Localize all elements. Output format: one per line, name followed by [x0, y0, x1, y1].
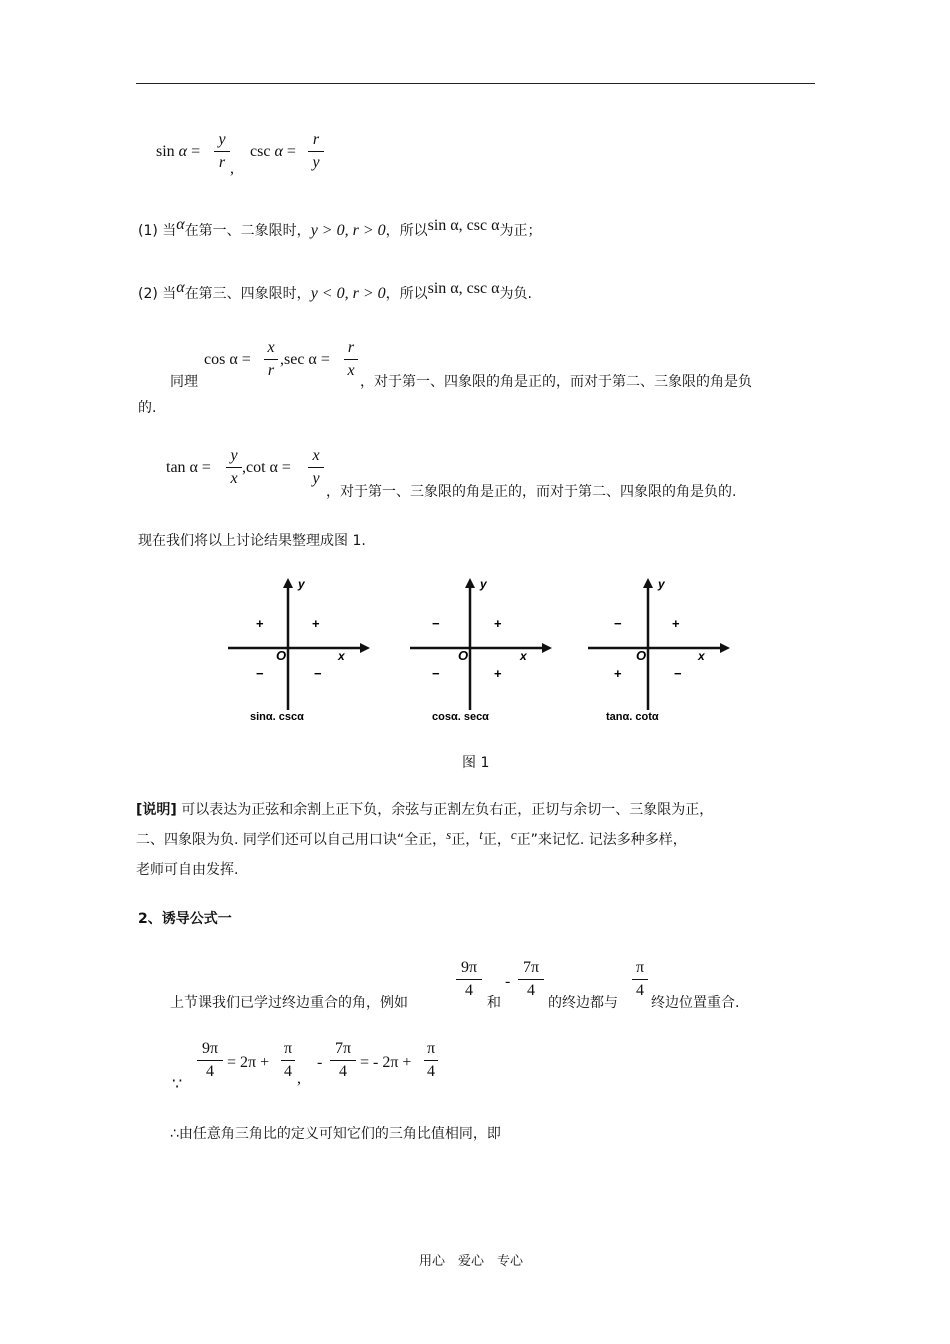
quadrant-2-sign: −: [614, 616, 622, 631]
tongli-label: 同理: [170, 374, 198, 390]
quadrant-3-sign: +: [614, 666, 622, 681]
fraction-x-over-y: x y: [308, 447, 324, 488]
quadrant-1-sign: +: [672, 616, 680, 631]
fraction-9pi-4: 9π 4: [456, 959, 482, 1000]
fraction-pi-4-b: π 4: [281, 1040, 295, 1081]
and-word: 和: [487, 995, 501, 1011]
panel-label: sinα. cscα: [250, 711, 304, 723]
y-axis-label: y: [298, 577, 305, 591]
y-axis-label: y: [658, 577, 665, 591]
rhs-1: = 2π +: [227, 1054, 270, 1071]
sign-figure: [210, 570, 730, 730]
sec-label: ,sec α =: [280, 351, 330, 368]
x-axis-label: x: [698, 649, 705, 663]
fraction-pi-4-c: π 4: [424, 1040, 438, 1081]
quadrant-4-sign: −: [314, 666, 322, 681]
quadrant-1-sign: +: [312, 616, 320, 631]
because-symbol: ∵: [172, 1076, 183, 1093]
para-text-3: 终边位置重合.: [651, 995, 740, 1011]
csc-label: csc α =: [250, 143, 296, 160]
item-2: (2) 当α在第三、四象限时，y < 0, r > 0，所以sin α, csc α为负.: [138, 279, 532, 302]
quadrant-4-sign: −: [674, 666, 682, 681]
minus-sign-2: -: [317, 1054, 323, 1071]
fraction-x-over-r: x r: [264, 339, 278, 380]
section-heading: 2、诱导公式一: [138, 911, 232, 927]
cot-label: ,cot α =: [242, 459, 291, 476]
sin-label: sin α =: [156, 143, 201, 160]
fraction-y-over-x: y x: [226, 447, 242, 488]
fraction-r-over-y: r y: [308, 131, 324, 172]
fraction-7pi-4-b: 7π 4: [330, 1040, 356, 1081]
fraction-9pi-4-b: 9π 4: [197, 1040, 223, 1081]
origin-label: O: [458, 648, 469, 663]
item-1: (1) 当α在第一、二象限时，y > 0, r > 0，所以sin α, csc α为正；: [138, 216, 542, 239]
comma-2: ,: [297, 1070, 301, 1087]
rhs-2: = - 2π +: [360, 1054, 412, 1071]
x-axis-label: x: [338, 649, 345, 663]
therefore-text: ∴由任意角三角比的定义可知它们的三角比值相同，即: [170, 1126, 501, 1142]
tan-label: tan α =: [166, 459, 211, 476]
fraction-pi-4: π 4: [632, 959, 648, 1000]
panel-tan-cot: [588, 577, 730, 723]
quadrant-4-sign: +: [494, 666, 502, 681]
panel-label: tanα. cotα: [606, 711, 659, 723]
cos-tail-text: ，对于第一、四象限的角是正的，而对于第二、三象限的角是负: [360, 374, 752, 390]
figure-caption: 图 1: [462, 755, 490, 771]
minus-sign: -: [505, 973, 511, 990]
para-text-1: 上节课我们已学过终边重合的角，例如: [170, 995, 408, 1011]
cos-label: cos α =: [204, 351, 251, 368]
fraction-7pi-4: 7π 4: [518, 959, 544, 1000]
origin-label: O: [276, 648, 287, 663]
cos-tail-wrap: 的.: [138, 400, 157, 416]
fraction-y-over-r: y r: [214, 131, 230, 172]
note-tag: [说明]: [136, 802, 177, 818]
quadrant-2-sign: −: [432, 616, 440, 631]
quadrant-1-sign: +: [494, 616, 502, 631]
origin-label: O: [636, 648, 647, 663]
header-rule: [136, 83, 815, 84]
panel-cos-sec: [410, 577, 552, 723]
quadrant-2-sign: +: [256, 616, 264, 631]
quadrant-3-sign: −: [256, 666, 264, 681]
panel-sin-csc: [228, 577, 370, 723]
note-line-3: 老师可自由发挥.: [136, 862, 239, 878]
note-line-2: 二、四象限为负. 同学们还可以自己用口诀“全正，s正，t正，c正”来记忆. 记法多种多样，: [136, 827, 687, 848]
panel-label: cosα. secα: [432, 711, 489, 723]
note-line-1: [说明] 可以表达为正弦和余割上正下负，余弦与正割左负右正，正切与余切一、三象限为正，: [136, 802, 714, 818]
para-text-2: 的终边都与: [548, 995, 618, 1011]
y-axis-label: y: [480, 577, 487, 591]
comma: ,: [230, 160, 234, 177]
tan-tail-text: ，对于第一、三象限的角是正的，而对于第二、四象限的角是负的.: [326, 484, 737, 500]
summary-text: 现在我们将以上讨论结果整理成图 1.: [138, 533, 366, 549]
fraction-r-over-x: r x: [344, 339, 358, 380]
quadrant-3-sign: −: [432, 666, 440, 681]
page-footer: 用心 爱心 专心: [419, 1254, 524, 1269]
x-axis-label: x: [520, 649, 527, 663]
